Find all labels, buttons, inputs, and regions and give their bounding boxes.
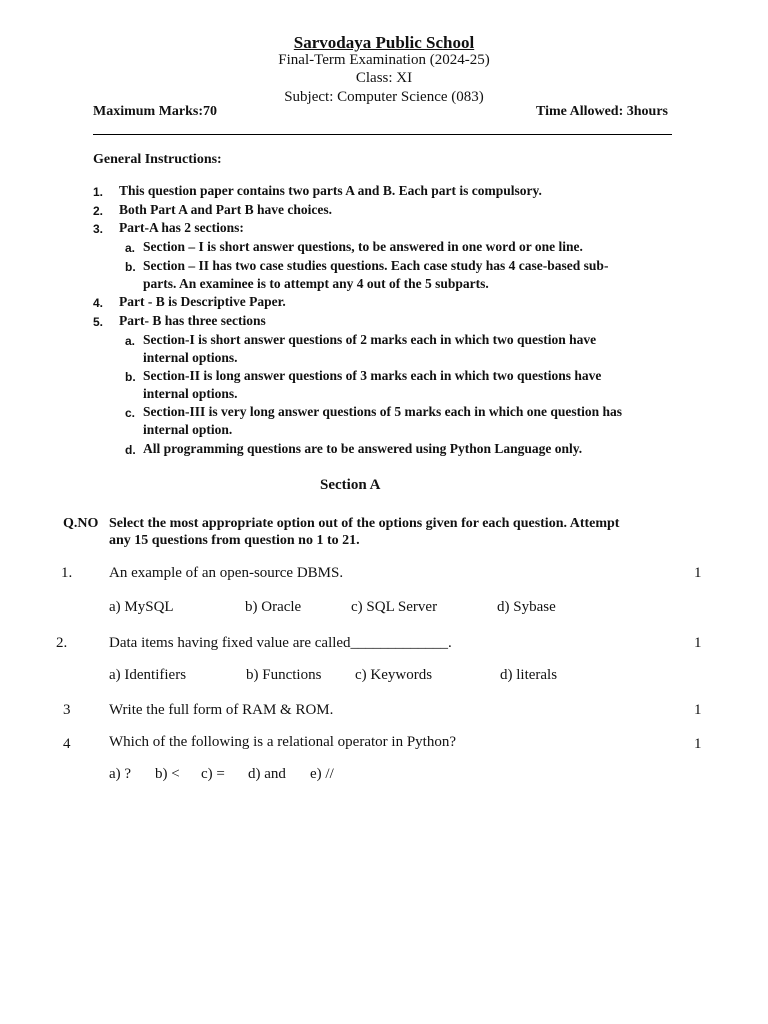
option-b: b) Oracle [245,599,302,615]
instruction-subletter: a. [125,334,136,348]
instruction-number: 2. [93,204,104,218]
instruction-text-continued: internal options. [143,386,238,401]
option-b: b) < [155,766,180,782]
instruction-text: Both Part A and Part B have choices. [119,202,332,217]
instruction-text-continued: internal options. [143,350,238,365]
instruction-text: This question paper contains two parts A and B. Each part is compulsory. [119,183,542,198]
option-d: d) Sybase [497,599,556,615]
option-d: d) literals [500,667,558,683]
option-a: a) Identifiers [109,667,187,683]
instructions-heading: General Instructions: [93,152,222,167]
instruction-subletter: b. [125,370,136,384]
option-c: c) Keywords [355,667,433,683]
instruction-number: 1. [93,185,104,199]
instruction-text: Section-I is short answer questions of 2 marks each in which two question have [143,332,597,347]
question-marks: 1 [694,736,702,752]
question-number: 2. [56,635,68,651]
option-e: e) // [310,766,334,782]
section-a-title: Section A [320,477,381,493]
instruction-subletter: b. [125,260,136,274]
option-c: c) = [201,766,225,782]
question-marks: 1 [694,635,702,651]
class-line: Class: XI [355,70,413,86]
question-marks: 1 [694,565,702,581]
instruction-text: Part-A has 2 sections: [119,220,244,235]
question-marks: 1 [694,702,702,718]
header-divider [93,134,672,135]
question-number: 1. [61,565,73,581]
section-directive-line1: Select the most appropriate option out of the options given for each question. Attempt [109,516,620,531]
instruction-text: Section-III is very long answer questions of 5 marks each in which one question has [143,404,623,419]
time-allowed: Time Allowed: 3hours [536,104,668,119]
option-a: a) MySQL [109,599,174,615]
exam-title: Final-Term Examination (2024-25) [278,52,490,68]
question-number: 3 [63,702,71,718]
instruction-text: Part- B has three sections [119,313,266,328]
option-c: c) SQL Server [351,599,438,615]
instruction-subletter: d. [125,443,136,457]
option-d: d) and [248,766,286,782]
instruction-text: Part - B is Descriptive Paper. [119,294,286,309]
max-marks: Maximum Marks:70 [93,104,218,119]
instruction-subletter: a. [125,241,136,255]
question-text: Data items having fixed value are called_____________. [109,635,452,651]
option-b: b) Functions [246,667,322,683]
instruction-text: Section-II is long answer questions of 3 marks each in which two questions have [143,368,602,383]
question-number: 4 [63,736,71,752]
section-directive-line2: any 15 questions from question no 1 to 21. [109,533,360,548]
instruction-text: Section – II has two case studies questions. Each case study has 4 case-based sub- [143,258,609,273]
question-text: Which of the following is a relational operator in Python? [109,734,456,750]
question-text: An example of an open-source DBMS. [109,565,344,581]
instruction-text: All programming questions are to be answered using Python Language only. [143,441,583,456]
instruction-number: 3. [93,222,104,236]
option-a: a) ? [109,766,132,782]
instruction-number: 5. [93,315,104,329]
instruction-text-continued: internal option. [143,422,233,437]
school-name: Sarvodaya Public School [293,33,475,52]
subject-line: Subject: Computer Science (083) [284,89,484,105]
instruction-text: Section – I is short answer questions, to be answered in one word or one line. [143,239,583,254]
instruction-subletter: c. [125,406,136,420]
instruction-text-continued: parts. An examinee is to attempt any 4 out of the 5 subparts. [143,276,489,291]
question-text: Write the full form of RAM & ROM. [109,702,334,718]
instruction-number: 4. [93,296,104,310]
qno-label: Q.NO [63,516,99,531]
